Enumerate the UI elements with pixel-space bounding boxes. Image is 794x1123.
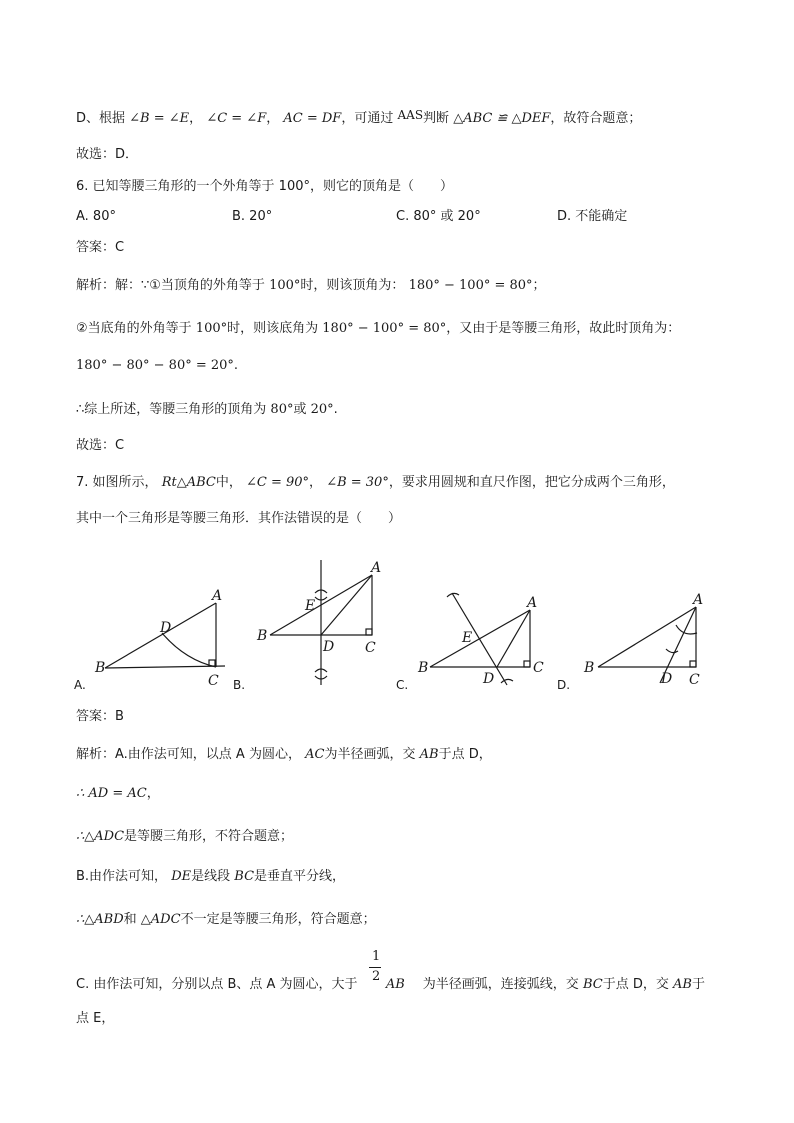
- text: ，又由于是等腰三角形，故此时顶角为：: [446, 321, 681, 336]
- formula: AC: [305, 747, 325, 762]
- text: 7. 如图所示，: [76, 475, 158, 490]
- q6-option-b: B. 20°: [232, 209, 273, 224]
- q7-solution-c: [76, 976, 705, 994]
- text: 解析：A.由作法可知，以点 A 为圆心，: [76, 747, 301, 762]
- point-b: B: [418, 660, 429, 676]
- q7-solution-a-3: [76, 828, 293, 846]
- text: ，要求用圆规和直尺作图，把它分成两个三角形，: [388, 475, 675, 490]
- q6-option-c: C. 80° 或 20°: [396, 209, 481, 224]
- formula: ∴ AD = AC: [76, 786, 147, 801]
- q7-solution-a-2: [76, 785, 160, 803]
- point-d: D: [483, 671, 495, 687]
- formula: 180° − 80° − 80° = 20°: [76, 358, 234, 373]
- answer-line: 故选：D．: [76, 147, 139, 162]
- text: 和: [123, 912, 137, 927]
- formula: 20°: [310, 402, 334, 417]
- text: ，可通过: [341, 111, 394, 126]
- formula: ∠C = ∠F: [206, 111, 267, 126]
- figure-label-a: A.: [74, 678, 86, 692]
- right-angle-mark: [524, 661, 530, 667]
- q7-solution-a: [76, 746, 492, 764]
- point-a: A: [371, 560, 382, 576]
- point-b: B: [584, 660, 595, 676]
- figure-label-d: D.: [557, 678, 571, 692]
- formula: ∠B = ∠E: [129, 111, 190, 126]
- formula: BC: [234, 869, 255, 884]
- text: ∴综上所述，等腰三角形的顶角为: [76, 402, 267, 417]
- point-d: D: [323, 639, 335, 655]
- text: 是线段: [191, 869, 231, 884]
- formula: ∴△ADC: [76, 829, 125, 844]
- perpendicular-bisector: [452, 593, 507, 685]
- point-c: C: [208, 673, 219, 689]
- text: 时，则该顶角为：: [300, 278, 405, 293]
- point-a: A: [212, 588, 223, 604]
- q7-solution-b-2: [76, 911, 376, 929]
- right-angle-mark: [366, 629, 372, 635]
- text: ，: [189, 111, 203, 126]
- point-c: C: [533, 660, 544, 676]
- q7-answer: 答案：B: [76, 709, 124, 724]
- formula: AB: [419, 747, 439, 762]
- formula: AB: [673, 977, 692, 992]
- text: .: [233, 358, 239, 373]
- q6-solution-4: [76, 401, 338, 419]
- arc: [162, 633, 216, 667]
- formula: AB: [385, 977, 405, 992]
- point-c: C: [365, 640, 376, 656]
- q6-solution-2: [76, 320, 680, 338]
- formula: 100°: [195, 321, 228, 336]
- text: ，: [146, 786, 160, 801]
- q6-solution-3: [76, 357, 238, 375]
- q6-option-a: A. 80°: [76, 209, 116, 224]
- segment-ad: [321, 575, 372, 635]
- right-angle-mark: [690, 661, 696, 667]
- point-d: D: [661, 671, 673, 687]
- text: 为半径画弧，交: [324, 747, 416, 762]
- formula: ∴△ABD: [76, 912, 124, 927]
- arc-bottom: [501, 679, 513, 683]
- point-c: C: [689, 672, 700, 688]
- formula: 180° − 100° = 80°: [408, 278, 533, 293]
- point-b: B: [95, 660, 106, 676]
- text: 不一定是等腰三角形，符合题意；: [180, 912, 376, 927]
- figure-c: [415, 585, 555, 699]
- formula: △ABC ≌ △DEF: [453, 111, 551, 126]
- segment-ad: [497, 610, 530, 667]
- text: ；: [532, 278, 546, 293]
- figure-label-c: C.: [396, 678, 409, 692]
- text: 于点 D，: [438, 747, 492, 762]
- aas-label: AAS: [397, 108, 424, 122]
- segment-bc: [105, 666, 225, 668]
- segment-ab: [430, 610, 530, 667]
- point-e: E: [305, 598, 316, 614]
- point-e: E: [462, 630, 473, 646]
- figure-label-b: B.: [233, 678, 246, 692]
- fraction-denominator: 2: [372, 969, 381, 984]
- question-7-line-2: 其中一个三角形是等腰三角形．其作法错误的是（ ）: [76, 511, 402, 526]
- text: ，: [266, 111, 280, 126]
- formula: ∠C = 90°: [245, 475, 310, 490]
- text: ，故符合题意；: [550, 111, 642, 126]
- formula: DE: [171, 869, 192, 884]
- q6-option-d: D. 不能确定: [557, 209, 628, 224]
- formula: 100°: [269, 278, 301, 293]
- formula: 80°: [270, 402, 294, 417]
- formula: ∠B = 30°: [326, 475, 389, 490]
- text: 中，: [215, 475, 242, 490]
- text: 是等腰三角形，不符合题意；: [124, 829, 294, 844]
- formula: △ADC: [140, 912, 181, 927]
- figure-d: [578, 585, 718, 699]
- fraction-numerator: 1: [372, 949, 381, 964]
- q6-choose: 故选：C: [76, 438, 125, 453]
- text: 为半径画弧，连接弧线，交: [422, 977, 579, 992]
- text: 判断: [423, 111, 450, 126]
- text: 是垂直平分线，: [254, 869, 346, 884]
- text: C. 由作法可知，分别以点 B、点 A 为圆心，大于: [76, 977, 358, 992]
- q7-solution-c-2: 点 E，: [76, 1011, 115, 1026]
- formula: AC = DF: [283, 111, 342, 126]
- text: 或: [293, 402, 307, 417]
- q6-answer: 答案：C: [76, 240, 125, 255]
- q7-solution-b: [76, 868, 345, 886]
- text: 时，则该底角为: [227, 321, 319, 336]
- formula: Rt△ABC: [161, 475, 216, 490]
- figure-a: [90, 585, 240, 699]
- figure-b: [255, 560, 385, 694]
- text: .: [333, 402, 338, 417]
- fraction-bar: [369, 967, 381, 968]
- question-6: 6. 已知等腰三角形的一个外角等于 100°，则它的顶角是（ ）: [76, 179, 453, 194]
- text: 于: [691, 977, 705, 992]
- text: ，: [309, 475, 323, 490]
- point-a: A: [693, 592, 704, 608]
- text: ②当底角的外角等于: [76, 321, 192, 336]
- point-d: D: [160, 620, 172, 636]
- formula: BC: [582, 977, 603, 992]
- q6-solution-1: [76, 277, 546, 295]
- point-b: B: [257, 628, 268, 644]
- option-d-explanation: [76, 109, 641, 128]
- text: 解析：解：∵①当顶角的外角等于: [76, 278, 265, 293]
- formula: 180° − 100° = 80°: [322, 321, 447, 336]
- text: 于点 D，交: [602, 977, 669, 992]
- point-a: A: [527, 595, 538, 611]
- text: D、根据: [76, 111, 126, 126]
- question-7-line-1: [76, 474, 675, 492]
- text: B.由作法可知，: [76, 869, 168, 884]
